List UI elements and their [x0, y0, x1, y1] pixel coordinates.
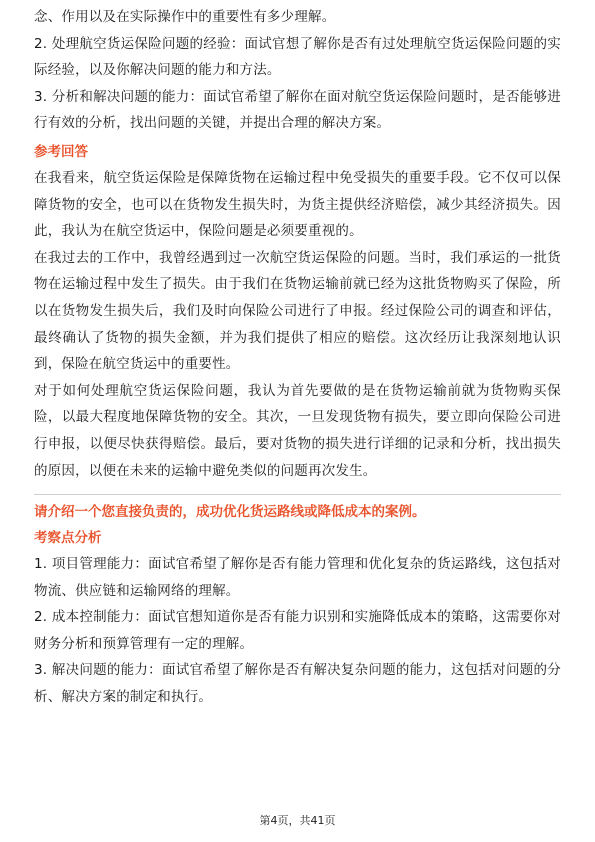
document-page	[34, 0, 561, 711]
answer-paragraph-2: 在我过去的工作中，我曾经遇到过一次航空货运保险的问题。当时，我们承运的一批货物在运输过程中发生了损失。由于我们在货物运输前就已经为这批货物购买了保险，所以在货物发生损失后，我们及时向保险公司进行了申报。经过保险公司的调查和评估，最终确认了货物的损失金额，并为我们提供了相应的赔偿。这次经历让我深刻地认识到，保险在航空货运中的重要性。	[34, 249, 561, 373]
answer-heading: 参考回答	[34, 143, 88, 160]
analysis-heading: 考察点分析	[34, 530, 102, 547]
section-1	[34, 0, 561, 484]
question-heading: 请介绍一个您直接负责的，成功优化货运路线或降低成本的案例。	[34, 504, 426, 521]
answer-paragraph-3: 对于如何处理航空货运保险问题，我认为首先要做的是在货物运输前就为货物购买保险，以最大程度地保障货物的安全。其次，一旦发现货物有损失，要立即向保险公司进行申报，以便尽快获得赔偿。最后，要对货物的损失进行详细的记录和分析，找出损失的原因，以便在未来的运输中避免类似的问题再次发生。	[34, 382, 561, 479]
answer-paragraph-1: 在我看来，航空货运保险是保障货物在运输过程中免受损失的重要手段。它不仅可以保障货物的安全，也可以在货物发生损失时，为货主提供经济赔偿，减少其经济损失。因此，我认为在航空货运中，保险问题是必须要重视的。	[34, 169, 561, 240]
point-3: 3. 分析和解决问题的能力：面试官希望了解你在面对航空货运保险问题时，是否能够进行有效的分析，找出问题的关键，并提出合理的解决方案。	[34, 88, 561, 132]
analysis-point-3: 3. 解决问题的能力：面试官希望了解你是否有解决复杂问题的能力，这包括对问题的分析、解决方案的制定和执行。	[34, 662, 561, 706]
page-number: 第4页，共41页	[259, 814, 336, 827]
point-2: 2. 处理航空货运保险问题的经验：面试官想了解你是否有过处理航空货运保险问题的实际经验，以及你解决问题的能力和方法。	[34, 35, 561, 79]
section-divider	[34, 494, 561, 495]
analysis-point-1: 1. 项目管理能力：面试官希望了解你是否有能力管理和优化复杂的货运路线，这包括对物流、供应链和运输网络的理解。	[34, 556, 561, 599]
point-tail: 念、作用以及在实际操作中的重要性有多少理解。	[34, 9, 336, 25]
section-2	[34, 499, 561, 711]
analysis-point-2: 2. 成本控制能力：面试官想知道你是否有能力识别和实施降低成本的策略，这需要你对财务分析和预算管理有一定的理解。	[34, 609, 561, 652]
